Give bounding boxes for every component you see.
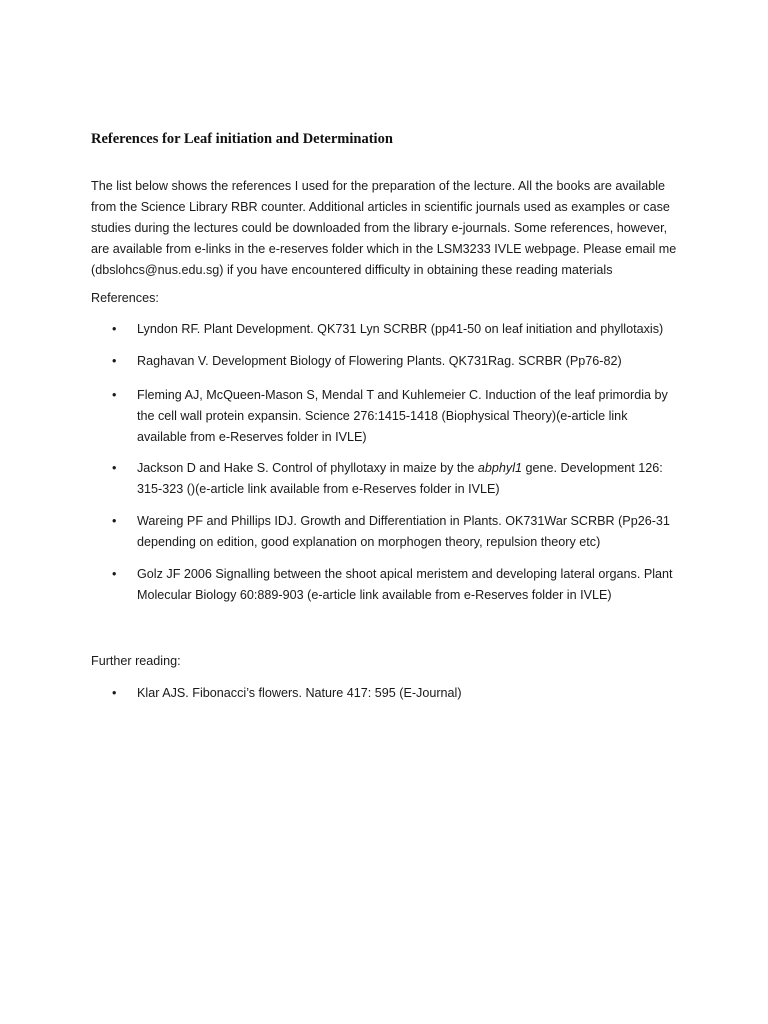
reference-item [137, 511, 697, 553]
further-reading-item [137, 683, 697, 704]
reference-line: Golz JF 2006 Signalling between the shoot apical meristem and developing lateral organs. Plant [137, 567, 673, 581]
reference-line: the cell wall protein expansin. Science 276:1415-1418 (Biophysical Theory)(e-article link [137, 409, 628, 423]
reference-text: Jackson D and Hake S. Control of phyllotaxy in maize by the [137, 461, 478, 475]
references-heading: References: [91, 291, 159, 305]
reference-item [137, 319, 697, 340]
reference-item [137, 385, 697, 448]
bullet-icon: • [112, 567, 117, 581]
reference-line: depending on edition, good explanation on morphogen theory, repulsion theory etc) [137, 535, 601, 549]
reference-line: 315-323 ()(e-article link available from e-Reserves folder in IVLE) [137, 482, 500, 496]
bullet-icon: • [112, 388, 117, 402]
reference-text: gene. Development 126: [522, 461, 663, 475]
bullet-icon: • [112, 514, 117, 528]
reference-line: available from e-Reserves folder in IVLE) [137, 430, 367, 444]
reference-item [137, 351, 697, 372]
document-title: References for Leaf initiation and Determination [91, 131, 393, 147]
intro-line: studies during the lectures could be downloaded from the library e-journals. Some references, however, [91, 221, 668, 235]
bullet-icon: • [112, 686, 117, 700]
bullet-icon: • [112, 322, 117, 336]
reference-line: Fleming AJ, McQueen-Mason S, Mendal T and Kuhlemeier C. Induction of the leaf primordia by [137, 388, 668, 402]
reference-line: Raghavan V. Development Biology of Flowering Plants. QK731Rag. SCRBR (Pp76-82) [137, 354, 622, 368]
reference-item [137, 564, 697, 606]
bullet-icon: • [112, 461, 117, 475]
further-reading-heading: Further reading: [91, 654, 181, 668]
intro-line: (dbslohcs@nus.edu.sg) if you have encountered difficulty in obtaining these reading materials [91, 263, 613, 277]
intro-line: are available from e-links in the e-reserves folder which in the LSM3233 IVLE webpage. Please email me [91, 242, 677, 256]
intro-paragraph [91, 176, 691, 281]
reference-line [137, 458, 697, 479]
reference-item [137, 458, 697, 500]
intro-line: The list below shows the references I used for the preparation of the lecture. All the books are available [91, 179, 666, 193]
reference-line: Klar AJS. Fibonacci’s flowers. Nature 417: 595 (E-Journal) [137, 686, 462, 700]
reference-line: Molecular Biology 60:889-903 (e-article link available from e-Reserves folder in IVLE) [137, 588, 612, 602]
gene-name: abphyl1 [477, 461, 523, 475]
intro-line: from the Science Library RBR counter. Additional articles in scientific journals used as examples or case [91, 200, 670, 214]
reference-line: Wareing PF and Phillips IDJ. Growth and Differentiation in Plants. OK731War SCRBR (Pp26-31 [137, 514, 670, 528]
reference-line: Lyndon RF. Plant Development. QK731 Lyn SCRBR (pp41-50 on leaf initiation and phyllotaxis) [137, 322, 664, 336]
bullet-icon: • [112, 354, 117, 368]
